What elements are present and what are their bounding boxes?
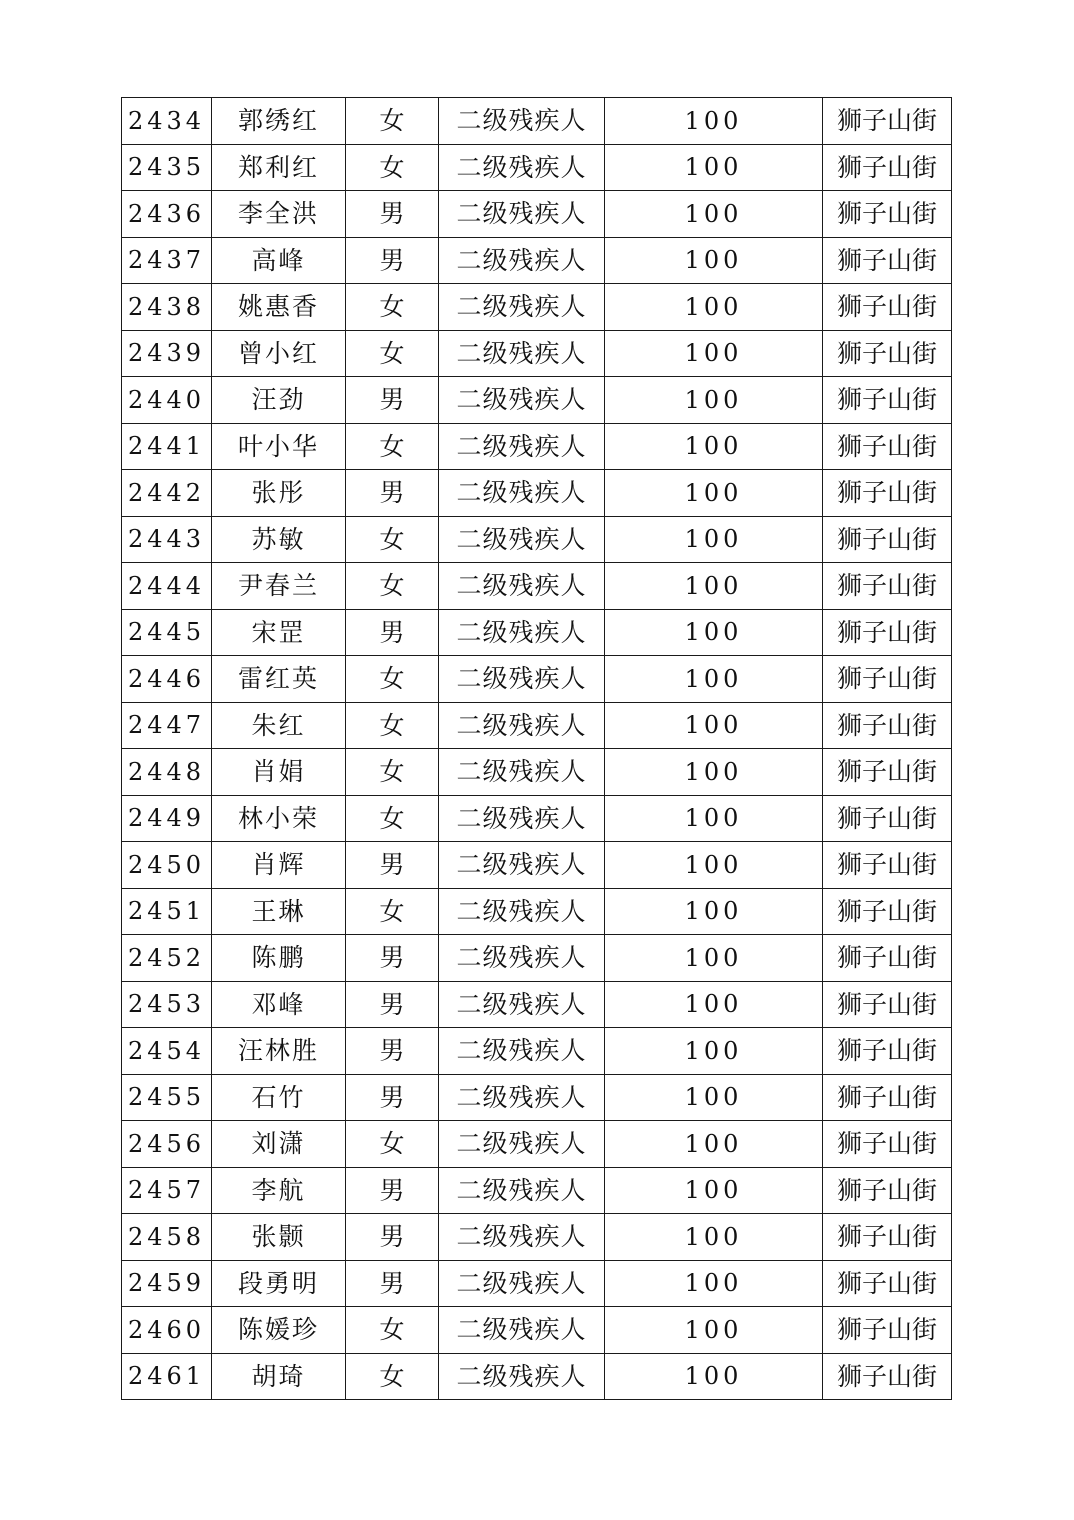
disability-level-cell: 二级残疾人 [439, 284, 605, 331]
amount-cell: 100 [605, 1074, 823, 1121]
amount-cell: 100 [605, 377, 823, 424]
row-id-cell: 2442 [122, 470, 212, 517]
gender-cell: 男 [346, 237, 439, 284]
disability-level-cell: 二级残疾人 [439, 1353, 605, 1400]
name-cell: 肖娟 [212, 749, 346, 796]
amount-cell: 100 [605, 470, 823, 517]
row-id-cell: 2439 [122, 330, 212, 377]
name-cell: 苏敏 [212, 516, 346, 563]
table-row [122, 563, 952, 610]
table-row [122, 842, 952, 889]
gender-cell: 女 [346, 749, 439, 796]
table-row [122, 423, 952, 470]
row-id-cell: 2454 [122, 1028, 212, 1075]
street-cell: 狮子山街 [823, 237, 952, 284]
table-row [122, 656, 952, 703]
row-id-cell: 2457 [122, 1167, 212, 1214]
gender-cell: 女 [346, 702, 439, 749]
gender-cell: 男 [346, 1167, 439, 1214]
amount-cell: 100 [605, 1167, 823, 1214]
disability-level-cell: 二级残疾人 [439, 1260, 605, 1307]
name-cell: 汪劲 [212, 377, 346, 424]
table-row [122, 1353, 952, 1400]
street-cell: 狮子山街 [823, 1307, 952, 1354]
table-row [122, 888, 952, 935]
amount-cell: 100 [605, 609, 823, 656]
gender-cell: 男 [346, 470, 439, 517]
table-row [122, 144, 952, 191]
gender-cell: 女 [346, 330, 439, 377]
street-cell: 狮子山街 [823, 1260, 952, 1307]
amount-cell: 100 [605, 191, 823, 238]
name-cell: 李全洪 [212, 191, 346, 238]
table-row [122, 1167, 952, 1214]
disability-level-cell: 二级残疾人 [439, 1074, 605, 1121]
table-row [122, 237, 952, 284]
table-row [122, 1121, 952, 1168]
amount-cell: 100 [605, 284, 823, 331]
table-body [122, 98, 952, 1400]
disability-level-cell: 二级残疾人 [439, 144, 605, 191]
table-row [122, 749, 952, 796]
disability-level-cell: 二级残疾人 [439, 702, 605, 749]
amount-cell: 100 [605, 1307, 823, 1354]
name-cell: 陈鹏 [212, 935, 346, 982]
amount-cell: 100 [605, 1121, 823, 1168]
name-cell: 张颢 [212, 1214, 346, 1261]
name-cell: 雷红英 [212, 656, 346, 703]
disability-level-cell: 二级残疾人 [439, 98, 605, 145]
gender-cell: 女 [346, 1307, 439, 1354]
gender-cell: 男 [346, 935, 439, 982]
street-cell: 狮子山街 [823, 191, 952, 238]
disability-level-cell: 二级残疾人 [439, 935, 605, 982]
amount-cell: 100 [605, 656, 823, 703]
row-id-cell: 2444 [122, 563, 212, 610]
street-cell: 狮子山街 [823, 609, 952, 656]
street-cell: 狮子山街 [823, 377, 952, 424]
row-id-cell: 2456 [122, 1121, 212, 1168]
table-row [122, 1307, 952, 1354]
street-cell: 狮子山街 [823, 656, 952, 703]
amount-cell: 100 [605, 935, 823, 982]
gender-cell: 女 [346, 284, 439, 331]
gender-cell: 女 [346, 516, 439, 563]
amount-cell: 100 [605, 237, 823, 284]
gender-cell: 男 [346, 609, 439, 656]
name-cell: 尹春兰 [212, 563, 346, 610]
amount-cell: 100 [605, 330, 823, 377]
street-cell: 狮子山街 [823, 330, 952, 377]
amount-cell: 100 [605, 702, 823, 749]
row-id-cell: 2460 [122, 1307, 212, 1354]
amount-cell: 100 [605, 795, 823, 842]
gender-cell: 男 [346, 377, 439, 424]
table-row [122, 191, 952, 238]
row-id-cell: 2451 [122, 888, 212, 935]
gender-cell: 女 [346, 144, 439, 191]
name-cell: 姚惠香 [212, 284, 346, 331]
gender-cell: 女 [346, 563, 439, 610]
street-cell: 狮子山街 [823, 1214, 952, 1261]
amount-cell: 100 [605, 144, 823, 191]
disability-level-cell: 二级残疾人 [439, 1028, 605, 1075]
disability-level-cell: 二级残疾人 [439, 377, 605, 424]
amount-cell: 100 [605, 1260, 823, 1307]
street-cell: 狮子山街 [823, 1353, 952, 1400]
row-id-cell: 2438 [122, 284, 212, 331]
amount-cell: 100 [605, 516, 823, 563]
disability-level-cell: 二级残疾人 [439, 470, 605, 517]
gender-cell: 女 [346, 1121, 439, 1168]
amount-cell: 100 [605, 1214, 823, 1261]
street-cell: 狮子山街 [823, 1167, 952, 1214]
street-cell: 狮子山街 [823, 423, 952, 470]
street-cell: 狮子山街 [823, 981, 952, 1028]
row-id-cell: 2449 [122, 795, 212, 842]
table-row [122, 98, 952, 145]
name-cell: 陈媛珍 [212, 1307, 346, 1354]
name-cell: 段勇明 [212, 1260, 346, 1307]
name-cell: 林小荣 [212, 795, 346, 842]
gender-cell: 男 [346, 1028, 439, 1075]
table-row [122, 470, 952, 517]
name-cell: 汪林胜 [212, 1028, 346, 1075]
amount-cell: 100 [605, 749, 823, 796]
street-cell: 狮子山街 [823, 842, 952, 889]
disability-level-cell: 二级残疾人 [439, 423, 605, 470]
gender-cell: 女 [346, 888, 439, 935]
table-row [122, 795, 952, 842]
street-cell: 狮子山街 [823, 470, 952, 517]
disability-level-cell: 二级残疾人 [439, 888, 605, 935]
row-id-cell: 2443 [122, 516, 212, 563]
table-row [122, 284, 952, 331]
amount-cell: 100 [605, 842, 823, 889]
name-cell: 李航 [212, 1167, 346, 1214]
street-cell: 狮子山街 [823, 144, 952, 191]
gender-cell: 女 [346, 1353, 439, 1400]
street-cell: 狮子山街 [823, 888, 952, 935]
street-cell: 狮子山街 [823, 284, 952, 331]
disability-level-cell: 二级残疾人 [439, 1167, 605, 1214]
amount-cell: 100 [605, 1028, 823, 1075]
table-row [122, 1074, 952, 1121]
table-row [122, 609, 952, 656]
disability-level-cell: 二级残疾人 [439, 1307, 605, 1354]
gender-cell: 女 [346, 795, 439, 842]
gender-cell: 女 [346, 656, 439, 703]
row-id-cell: 2453 [122, 981, 212, 1028]
table-row [122, 1214, 952, 1261]
gender-cell: 男 [346, 1214, 439, 1261]
name-cell: 石竹 [212, 1074, 346, 1121]
gender-cell: 女 [346, 423, 439, 470]
street-cell: 狮子山街 [823, 749, 952, 796]
disability-level-cell: 二级残疾人 [439, 749, 605, 796]
row-id-cell: 2447 [122, 702, 212, 749]
subsidy-list-table [121, 97, 952, 1400]
gender-cell: 男 [346, 1074, 439, 1121]
street-cell: 狮子山街 [823, 1121, 952, 1168]
row-id-cell: 2448 [122, 749, 212, 796]
street-cell: 狮子山街 [823, 702, 952, 749]
gender-cell: 男 [346, 191, 439, 238]
table-row [122, 935, 952, 982]
gender-cell: 男 [346, 1260, 439, 1307]
table-row [122, 377, 952, 424]
gender-cell: 女 [346, 98, 439, 145]
row-id-cell: 2450 [122, 842, 212, 889]
disability-level-cell: 二级残疾人 [439, 237, 605, 284]
row-id-cell: 2459 [122, 1260, 212, 1307]
row-id-cell: 2461 [122, 1353, 212, 1400]
name-cell: 高峰 [212, 237, 346, 284]
amount-cell: 100 [605, 563, 823, 610]
name-cell: 曾小红 [212, 330, 346, 377]
disability-level-cell: 二级残疾人 [439, 563, 605, 610]
gender-cell: 男 [346, 842, 439, 889]
table-row [122, 330, 952, 377]
row-id-cell: 2452 [122, 935, 212, 982]
name-cell: 叶小华 [212, 423, 346, 470]
street-cell: 狮子山街 [823, 795, 952, 842]
amount-cell: 100 [605, 1353, 823, 1400]
disability-level-cell: 二级残疾人 [439, 656, 605, 703]
street-cell: 狮子山街 [823, 1028, 952, 1075]
name-cell: 郭绣红 [212, 98, 346, 145]
row-id-cell: 2445 [122, 609, 212, 656]
name-cell: 朱红 [212, 702, 346, 749]
gender-cell: 男 [346, 981, 439, 1028]
disability-level-cell: 二级残疾人 [439, 516, 605, 563]
row-id-cell: 2458 [122, 1214, 212, 1261]
row-id-cell: 2437 [122, 237, 212, 284]
table-row [122, 1028, 952, 1075]
amount-cell: 100 [605, 98, 823, 145]
row-id-cell: 2440 [122, 377, 212, 424]
disability-level-cell: 二级残疾人 [439, 1121, 605, 1168]
amount-cell: 100 [605, 888, 823, 935]
name-cell: 王琳 [212, 888, 346, 935]
amount-cell: 100 [605, 423, 823, 470]
table-row [122, 516, 952, 563]
street-cell: 狮子山街 [823, 516, 952, 563]
row-id-cell: 2436 [122, 191, 212, 238]
amount-cell: 100 [605, 981, 823, 1028]
disability-level-cell: 二级残疾人 [439, 1214, 605, 1261]
street-cell: 狮子山街 [823, 98, 952, 145]
table-row [122, 981, 952, 1028]
table-row [122, 702, 952, 749]
name-cell: 刘潇 [212, 1121, 346, 1168]
name-cell: 郑利红 [212, 144, 346, 191]
street-cell: 狮子山街 [823, 935, 952, 982]
disability-level-cell: 二级残疾人 [439, 981, 605, 1028]
row-id-cell: 2455 [122, 1074, 212, 1121]
disability-level-cell: 二级残疾人 [439, 842, 605, 889]
street-cell: 狮子山街 [823, 1074, 952, 1121]
row-id-cell: 2435 [122, 144, 212, 191]
name-cell: 胡琦 [212, 1353, 346, 1400]
row-id-cell: 2434 [122, 98, 212, 145]
document-page [121, 97, 951, 1400]
name-cell: 张彤 [212, 470, 346, 517]
row-id-cell: 2441 [122, 423, 212, 470]
disability-level-cell: 二级残疾人 [439, 609, 605, 656]
name-cell: 宋罡 [212, 609, 346, 656]
disability-level-cell: 二级残疾人 [439, 191, 605, 238]
disability-level-cell: 二级残疾人 [439, 795, 605, 842]
street-cell: 狮子山街 [823, 563, 952, 610]
disability-level-cell: 二级残疾人 [439, 330, 605, 377]
table-row [122, 1260, 952, 1307]
row-id-cell: 2446 [122, 656, 212, 703]
name-cell: 邓峰 [212, 981, 346, 1028]
name-cell: 肖辉 [212, 842, 346, 889]
